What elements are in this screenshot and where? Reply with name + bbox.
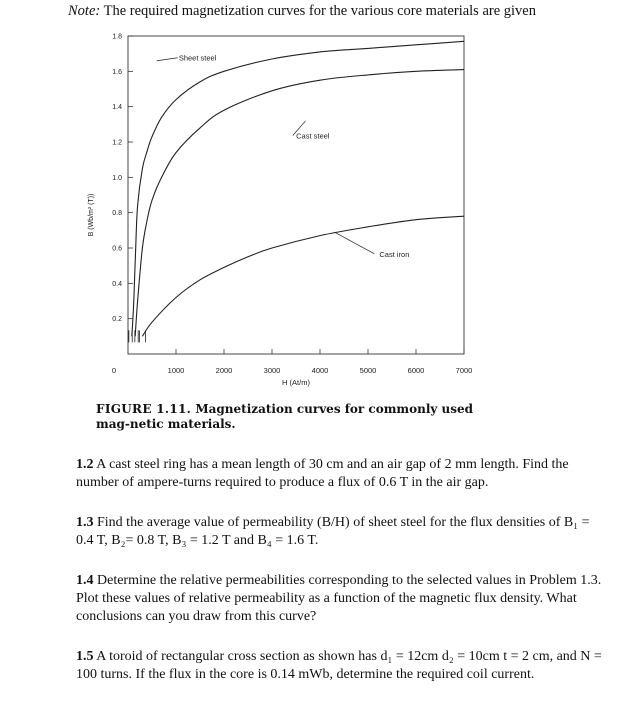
y-axis-label: B (Wb/m² (T))	[88, 193, 95, 237]
y-tick-label: 0.2	[112, 316, 122, 324]
y-tick-label: 1.4	[112, 104, 122, 112]
y-tick-label: 1.2	[112, 139, 122, 147]
x-tick-label: 1000	[167, 366, 185, 375]
origin-tick-label: 0	[111, 366, 117, 375]
problem-1-2	[76, 456, 606, 492]
problem-number: 1.2	[76, 457, 94, 472]
y-tick-label: 0.6	[112, 245, 122, 253]
cast-iron-curve	[142, 216, 464, 336]
note-label: Note:	[68, 3, 101, 19]
y-tick-label: 1.0	[112, 174, 122, 182]
x-tick-label: 5000	[359, 366, 377, 375]
cast-steel-curve	[135, 70, 464, 337]
x-tick-label: 4000	[311, 366, 329, 375]
problem-1-3	[76, 514, 606, 550]
x-axis-label: H (At/m)	[282, 378, 310, 387]
problem-text: A toroid of rectangular cross section as shown has d₁ = 12cm d₂ = 10cm t = 2 cm, and N = 100 turns. If the flux in the core is 0.14 mWb, determine the required coil current.	[76, 649, 602, 682]
problem-text: A cast steel ring has a mean length of 30 cm and an air gap of 2 mm length. Find the number of ampere-turns required to produce a flux of 0.6 T in the air gap.	[76, 457, 569, 490]
sheet-steel-label: Sheet steel	[178, 53, 217, 63]
problem-1-4	[76, 572, 606, 626]
y-tick-label: 1.8	[112, 33, 122, 41]
caption-text: Magnetization curves for commonly used mag-netic materials.	[96, 402, 474, 431]
y-tick-label: 0.4	[112, 280, 122, 288]
x-tick-label: 3000	[263, 366, 281, 375]
problem-text: Determine the relative permeabilities corresponding to the selected values in Problem 1.3. Plot these values of relative permeability as a function of the magnetic flux density. What conclusions can you draw from this curve?	[76, 573, 602, 624]
problem-number: 1.5	[76, 649, 94, 664]
problem-list	[76, 456, 606, 706]
problem-text: Find the average value of permeability (B/H) of sheet steel for the flux densities of B₁ = 0.4 T, B₂= 0.8 T, B₃ = 1.2 T and B₄ = 1.6 T.	[76, 515, 590, 548]
y-tick-label: 0.8	[112, 210, 122, 218]
problem-1-5	[76, 648, 606, 684]
cast-steel-label: Cast steel	[296, 131, 330, 141]
note-text: The required magnetization curves for the various core materials are given	[103, 3, 536, 19]
x-tick-label: 7000	[455, 366, 473, 375]
caption-figure-number: FIGURE 1.11.	[96, 402, 192, 416]
y-tick-label: 1.6	[112, 68, 122, 76]
x-tick-label: 6000	[407, 366, 425, 375]
figure-caption	[96, 402, 496, 432]
problem-number: 1.4	[76, 573, 94, 588]
sheet-steel-leader	[157, 58, 178, 61]
cast-iron-leader	[334, 232, 374, 254]
x-tick-label: 2000	[215, 366, 233, 375]
cast-iron-label: Cast iron	[379, 249, 410, 259]
plot-frame	[128, 36, 464, 354]
problem-number: 1.3	[76, 515, 94, 530]
